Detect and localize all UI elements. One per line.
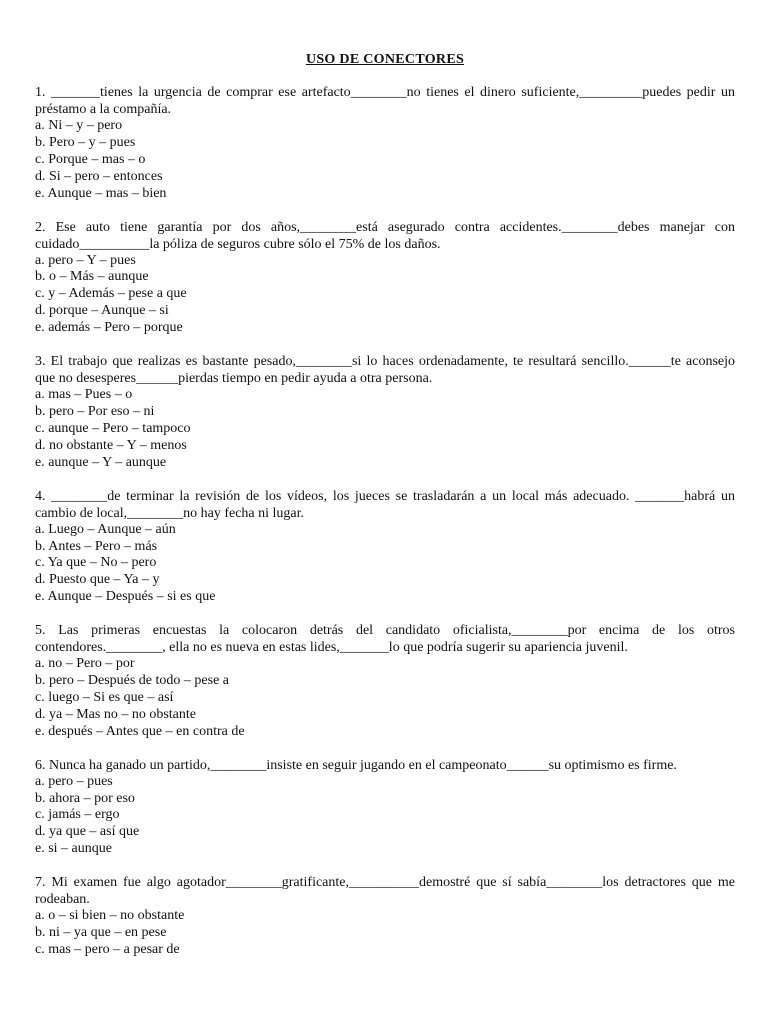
- answer-option: a. Luego – Aunque – aún: [35, 521, 176, 537]
- answer-option: a. mas – Pues – o: [35, 387, 133, 403]
- answer-options: [35, 908, 735, 959]
- page-title: USO DE CONECTORES: [305, 52, 465, 67]
- answer-option: b. Pero – y – pues: [35, 134, 136, 150]
- answer-option: e. Aunque – Después – si es que: [35, 589, 216, 605]
- answer-options: [35, 656, 735, 741]
- question-6: [35, 757, 735, 859]
- question-stem: 6. Nunca ha ganado un partido,________insiste en seguir jugando en el campeonato______su optimismo es firme.: [35, 757, 677, 773]
- answer-options: [35, 522, 735, 607]
- question-4: [35, 488, 735, 607]
- answer-option: c. jamás – ergo: [35, 807, 120, 823]
- answer-option: d. Puesto que – Ya – y: [35, 572, 160, 588]
- answer-options: [35, 387, 735, 472]
- answer-option: c. mas – pero – a pesar de: [35, 942, 180, 957]
- answer-option: c. luego – Si es que – así: [35, 689, 174, 705]
- worksheet-page: [35, 50, 735, 975]
- question-stem: 1. _______tienes la urgencia de comprar ese artefacto________no tienes el dinero suficiente,_________puedes pedir un préstamo a la compañía.: [35, 85, 735, 117]
- answer-option: a. o – si bien – no obstante: [35, 908, 185, 924]
- answer-option: e. después – Antes que – en contra de: [35, 723, 245, 739]
- answer-option: e. aunque – Y – aunque: [35, 454, 167, 470]
- answer-option: c. aunque – Pero – tampoco: [35, 420, 191, 436]
- question-stem: 2. Ese auto tiene garantía por dos años,________está asegurado contra accidentes.________debes manejar con cuidado__________la póliza de seguros cubre sólo el 75% de los daños.: [35, 219, 735, 252]
- answer-option: b. o – Más – aunque: [35, 269, 149, 285]
- answer-option: d. Si – pero – entonces: [35, 168, 163, 184]
- answer-options: [35, 253, 735, 338]
- answer-option: c. Porque – mas – o: [35, 151, 146, 167]
- answer-option: b. ni – ya que – en pese: [35, 925, 167, 941]
- answer-option: d. ya – Mas no – no obstante: [35, 706, 196, 722]
- question-3: [35, 353, 735, 472]
- answer-option: a. pero – pues: [35, 773, 113, 789]
- question-stem: 4. ________de terminar la revisión de los vídeos, los jueces se trasladarán a un local más adecuado. _______habrá un cambio de local,________no hay fecha ni lugar.: [35, 488, 735, 521]
- question-stem: 5. Las primeras encuestas la colocaron detrás del candidato oficialista,________por encima de los otros contendores.________, ella no es nueva en estas lides,_______lo que podría sugerir su apariencia juvenil.: [35, 623, 735, 656]
- questions-list: [35, 84, 735, 959]
- answer-option: b. pero – Después de todo – pese a: [35, 673, 230, 689]
- answer-option: b. Antes – Pero – más: [35, 538, 158, 554]
- answer-options: [35, 774, 735, 859]
- question-5: [35, 622, 735, 741]
- answer-option: e. si – aunque: [35, 841, 112, 857]
- question-7: [35, 874, 735, 959]
- answer-option: b. ahora – por eso: [35, 790, 135, 806]
- answer-option: a. no – Pero – por: [35, 656, 135, 672]
- answer-option: c. Ya que – No – pero: [35, 555, 157, 571]
- answer-option: d. ya que – así que: [35, 824, 140, 840]
- answer-option: d. no obstante – Y – menos: [35, 437, 187, 453]
- answer-option: e. además – Pero – porque: [35, 320, 183, 336]
- question-2: [35, 219, 735, 338]
- answer-option: d. porque – Aunque – si: [35, 303, 169, 319]
- question-stem: 7. Mi examen fue algo agotador________gratificante,__________demostré que sí sabía________los detractores que me rodeaban.: [35, 875, 735, 908]
- answer-option: a. pero – Y – pues: [35, 252, 136, 268]
- question-stem: 3. El trabajo que realizas es bastante pesado,________si lo haces ordenadamente, te resultará sencillo.______te aconsejo que no desesperes______pierdas tiempo en pedir ayuda a otra persona.: [35, 354, 735, 387]
- answer-option: b. pero – Por eso – ni: [35, 403, 155, 419]
- answer-option: a. Ni – y – pero: [35, 118, 123, 133]
- question-1: [35, 84, 735, 203]
- answer-option: e. Aunque – mas – bien: [35, 185, 167, 201]
- answer-options: [35, 118, 735, 203]
- answer-option: c. y – Además – pese a que: [35, 286, 187, 302]
